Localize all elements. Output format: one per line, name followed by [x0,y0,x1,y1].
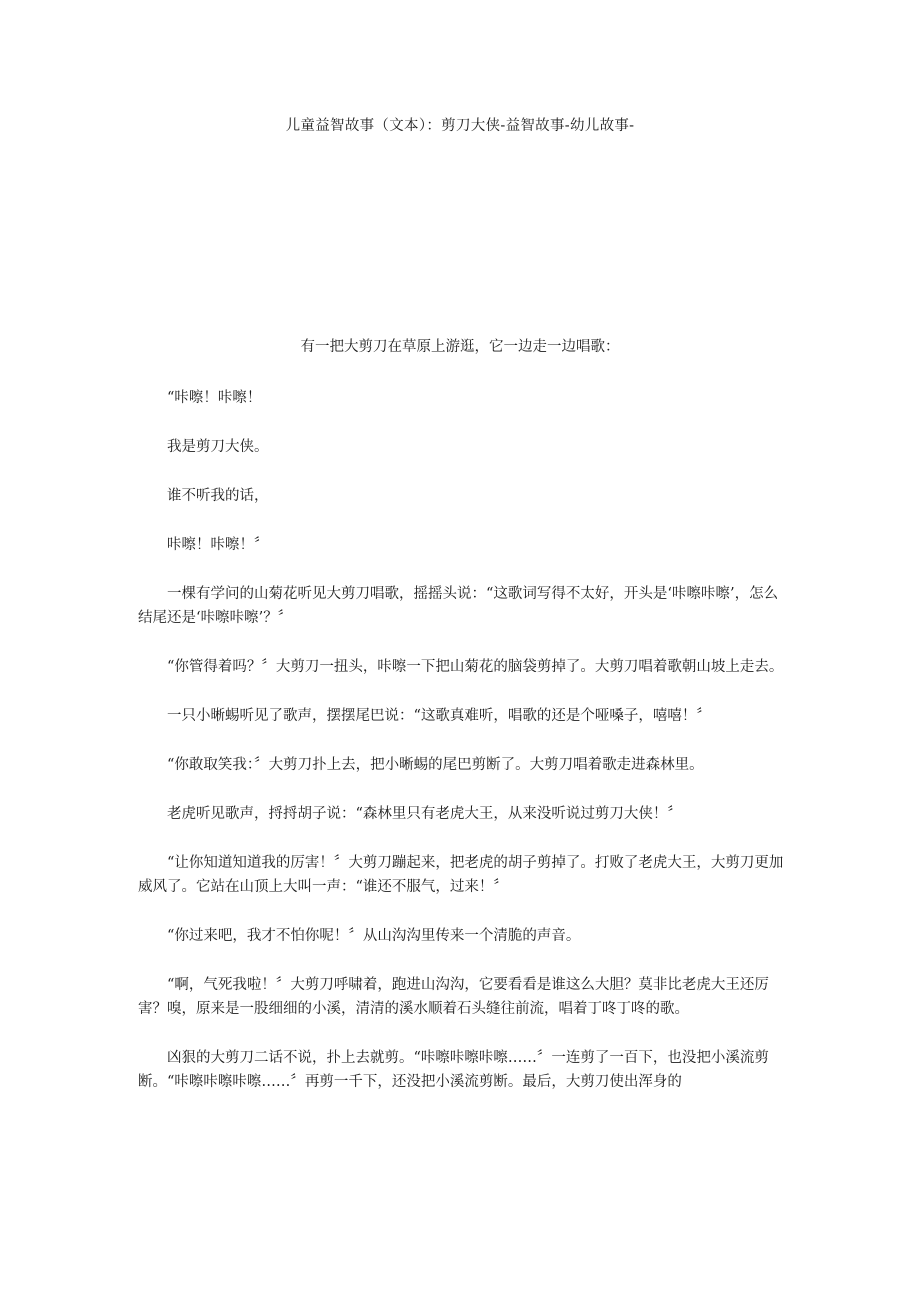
document-title: 儿童益智故事（文本）：剪刀大侠-益智故事-幼儿故事- [285,118,635,134]
paragraph: “咔嚓！咔嚓！ [167,390,262,406]
paragraph: 老虎听见歌声，捋捋胡子说：“森林里只有老虎大王，从来没听说过剪刀大侠！〞 [167,806,682,822]
story-intro: 有一把大剪刀在草原上游逛，它一边走一边唱歌： [300,339,620,355]
paragraph: 一只小晰蜴听见了歌声，摆摆尾巴说：“这歌真难听，唱歌的还是个哑嗓子，嘻嘻！〞 [167,708,711,724]
story-body [138,386,786,1119]
paragraph: “啊，气死我啦！〞大剪刀呼啸着，跑进山沟沟，它要看看是谁这么大胆？莫非比老虎大王还厉害？嗅，原来是一股细细的小溪，清清的溪水顺着石头缝往前流，唱着丁咚丁咚的歌。 [138,977,769,1017]
paragraph: 凶狠的大剪刀二话不说，扑上去就剪。“咔嚓咔嚓咔嚓……〞一连剪了一百下，也没把小溪流剪断。“咔嚓咔嚓咔嚓……〞再剪一千下，还没把小溪流剪断。最后，大剪刀使出浑身的 [138,1050,769,1090]
paragraph: “你过来吧，我才不怕你呢！〞从山沟沟里传来一个清脆的声音。 [167,928,581,944]
paragraph: 一棵有学问的山菊花听见大剪刀唱歌，摇摇头说：“这歌词写得不太好，开头是‘咔嚓咔嚓’，怎么结尾还是‘咔嚓咔嚓’？〞 [138,586,779,626]
paragraph: 咔嚓！咔嚓！〞 [167,537,269,553]
paragraph: “你敢取笑我：〞大剪刀扑上去，把小晰蜴的尾巴剪断了。大剪刀唱着歌走进森林里。 [167,757,704,773]
paragraph: 我是剪刀大侠。 [167,439,269,455]
paragraph: 谁不听我的话， [167,488,269,504]
paragraph: “你管得着吗？〞大剪刀一扭头，咔嚓一下把山菊花的脑袋剪掉了。大剪刀唱着歌朝山坡上走去。 [167,659,784,675]
paragraph: “让你知道知道我的厉害！〞大剪刀蹦起来，把老虎的胡子剪掉了。打败了老虎大王，大剪刀更加威风了。它站在山顶上大叫一声：“谁还不服气，过来！〞 [138,855,784,895]
